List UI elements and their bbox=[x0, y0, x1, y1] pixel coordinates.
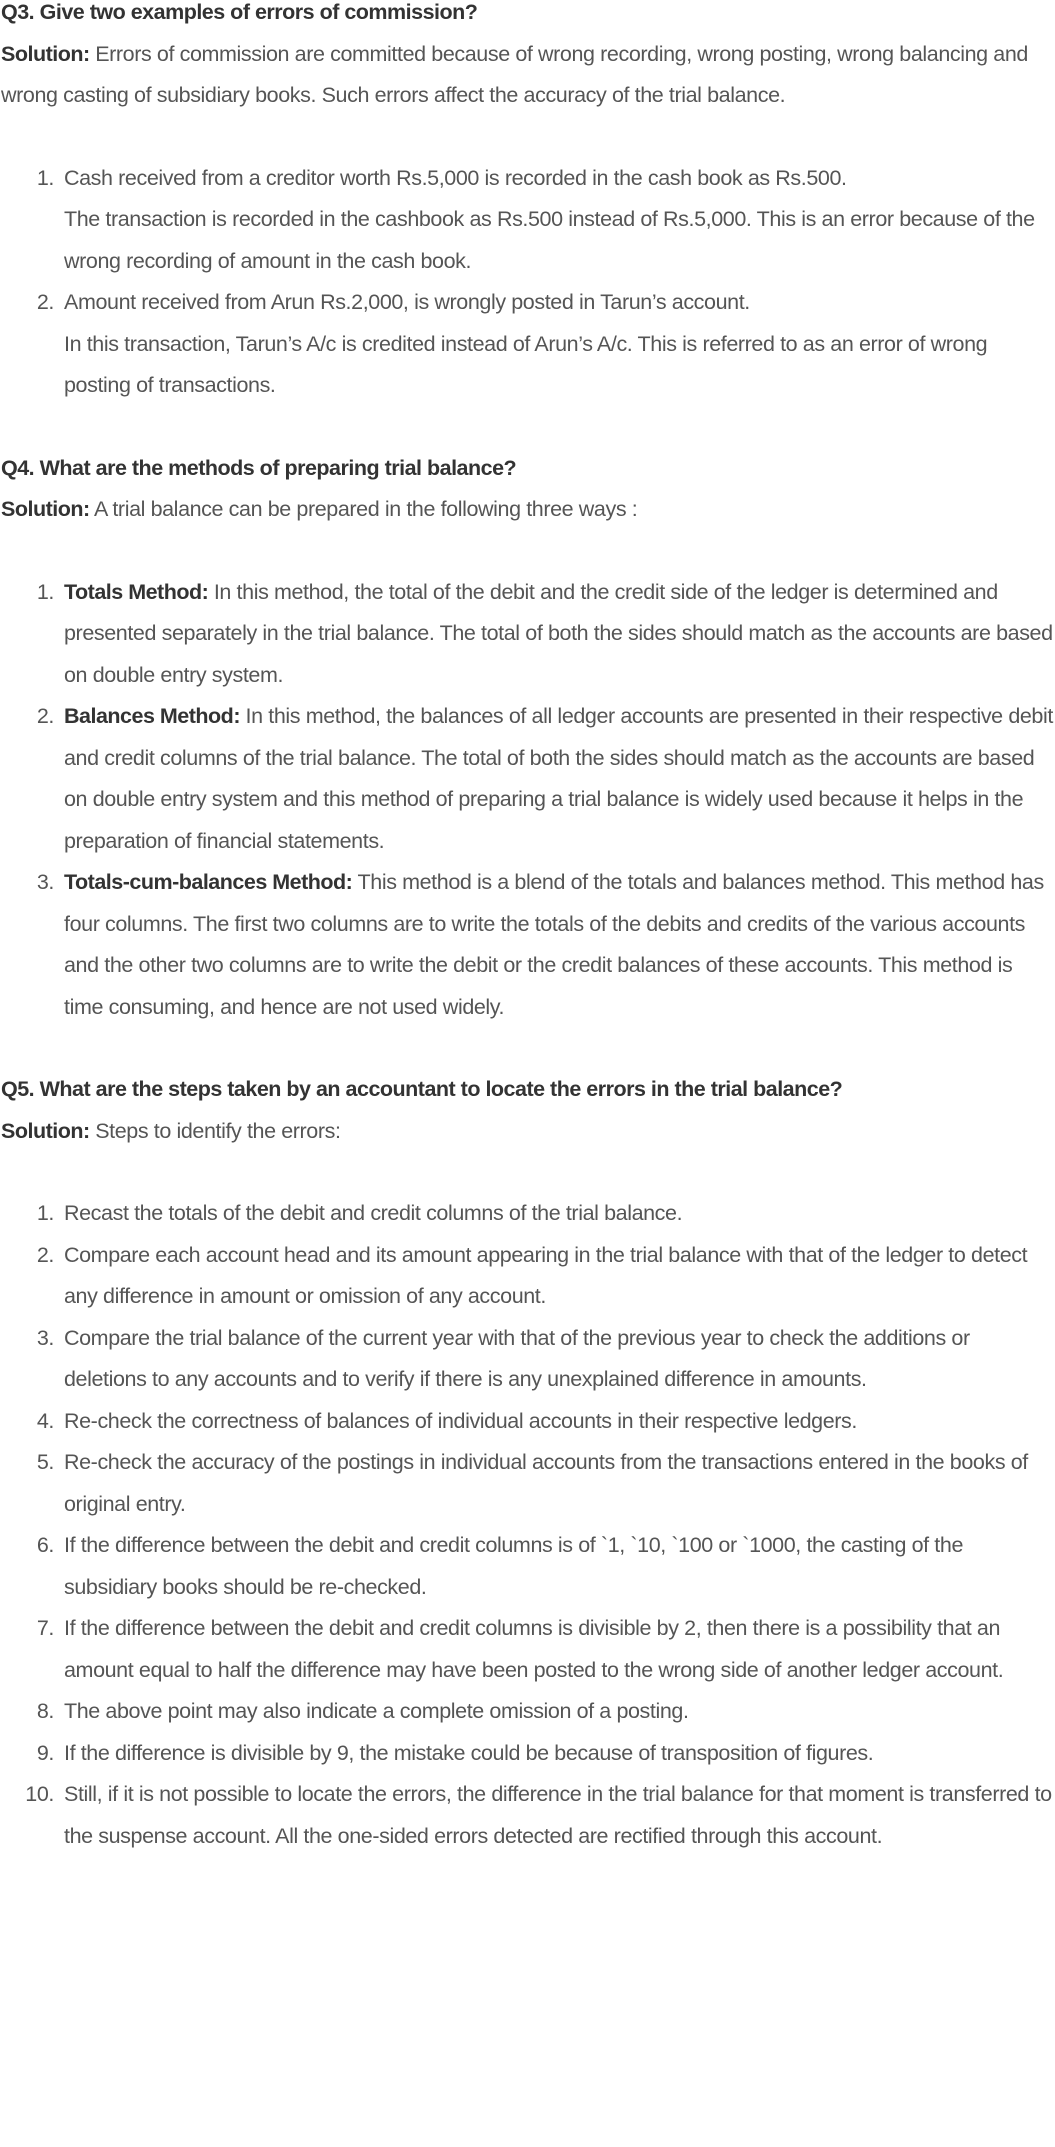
list-number: 10. bbox=[25, 1782, 54, 1806]
list-item bbox=[36, 1442, 1055, 1525]
question-4-solution bbox=[1, 489, 1055, 531]
list-item bbox=[36, 1733, 1055, 1775]
example-statement: Cash received from a creditor worth Rs.5,000 is recorded in the cash book as Rs.500. bbox=[64, 165, 847, 190]
method-description: In this method, the total of the debit and the credit side of the ledger is determined and presented separately in the trial balance. The total of both the sides should match as the accounts are based on double entry system. bbox=[64, 579, 1053, 687]
list-number: 1. bbox=[36, 165, 54, 190]
step-text: The above point may also indicate a complete omission of a posting. bbox=[64, 1699, 689, 1723]
list-number: 8. bbox=[36, 1699, 54, 1723]
solution-label: Solution: bbox=[1, 497, 90, 521]
solution-label: Solution: bbox=[1, 41, 90, 66]
question-4 bbox=[1, 448, 1055, 1029]
list-item bbox=[36, 862, 1055, 1028]
step-text: If the difference between the debit and credit columns is of `1, `10, `100 or `1000, the casting of the subsidiary books should be re-checked. bbox=[64, 1533, 963, 1599]
question-3-examples-list bbox=[1, 158, 1055, 407]
list-item bbox=[36, 1235, 1055, 1318]
question-4-title: Q4. What are the methods of preparing trial balance? bbox=[1, 455, 517, 480]
example-explanation: In this transaction, Tarun’s A/c is credited instead of Arun’s A/c. This is referred to as an error of wrong posting of transactions. bbox=[64, 331, 988, 397]
step-text: If the difference between the debit and credit columns is divisible by 2, then there is a possibility that an amount equal to half the difference may have been posted to the wrong side of another ledger account. bbox=[64, 1616, 1004, 1682]
example-statement: Amount received from Arun Rs.2,000, is wrongly posted in Tarun’s account. bbox=[64, 290, 750, 314]
step-text: Re-check the correctness of balances of individual accounts in their respective ledgers. bbox=[64, 1408, 857, 1433]
question-4-methods-list bbox=[1, 572, 1055, 1029]
list-item bbox=[36, 1401, 1055, 1443]
list-number: 3. bbox=[36, 1325, 54, 1350]
solution-text: Errors of commission are committed because of wrong recording, wrong posting, wrong balancing and wrong casting of subsidiary books. Such errors affect the accuracy of the trial balance. bbox=[1, 41, 1028, 107]
step-text: Compare each account head and its amount appearing in the trial balance with that of the ledger to detect any difference in amount or omission of any account. bbox=[64, 1242, 1028, 1308]
question-5 bbox=[1, 1069, 1055, 1857]
method-description: This method is a blend of the totals and balances method. This method has four columns. The first two columns are to write the totals of the debits and credits of the various accounts and the other two columns are to write the debit or the credit balances of these accounts. This method is time consuming, and hence are not used widely. bbox=[64, 870, 1044, 1019]
list-number: 5. bbox=[36, 1450, 54, 1474]
question-3-solution bbox=[1, 34, 1055, 117]
question-5-steps-list bbox=[1, 1193, 1055, 1857]
step-text: If the difference is divisible by 9, the mistake could be because of transposition of figures. bbox=[64, 1740, 874, 1765]
method-label: Balances Method: bbox=[64, 704, 240, 728]
solution-label: Solution: bbox=[1, 1118, 90, 1143]
solution-text: Steps to identify the errors: bbox=[89, 1118, 341, 1143]
list-item bbox=[25, 1774, 1055, 1857]
question-5-title: Q5. What are the steps taken by an accountant to locate the errors in the trial balance? bbox=[1, 1077, 843, 1101]
list-number: 6. bbox=[36, 1533, 54, 1557]
list-number: 4. bbox=[36, 1408, 54, 1433]
list-item bbox=[36, 1525, 1055, 1608]
list-item bbox=[36, 282, 1055, 407]
step-text: Still, if it is not possible to locate the errors, the difference in the trial balance for that moment is transferred to the suspense account. All the one-sided errors detected are rectified through this account. bbox=[64, 1782, 1052, 1848]
question-5-solution bbox=[1, 1111, 1055, 1153]
list-item bbox=[36, 158, 1055, 283]
step-text: Recast the totals of the debit and credit columns of the trial balance. bbox=[64, 1201, 683, 1225]
list-item bbox=[36, 1608, 1055, 1691]
list-number: 2. bbox=[36, 704, 54, 728]
list-number: 9. bbox=[36, 1740, 54, 1765]
list-item bbox=[36, 696, 1055, 862]
step-text: Re-check the accuracy of the postings in individual accounts from the transactions entered in the books of original entry. bbox=[64, 1450, 1028, 1516]
list-number: 7. bbox=[36, 1616, 54, 1640]
method-label: Totals Method: bbox=[64, 579, 209, 604]
question-3 bbox=[1, 0, 1055, 407]
method-label: Totals-cum-balances Method: bbox=[64, 870, 353, 894]
step-text: Compare the trial balance of the current year with that of the previous year to check the additions or deletions to any accounts and to verify if there is any unexplained difference in amounts. bbox=[64, 1325, 970, 1391]
list-item bbox=[36, 1691, 1055, 1733]
list-number: 3. bbox=[36, 870, 54, 894]
list-item bbox=[36, 572, 1055, 697]
list-number: 2. bbox=[36, 1242, 54, 1267]
solution-text: A trial balance can be prepared in the following three ways : bbox=[89, 497, 638, 521]
list-number: 2. bbox=[36, 290, 54, 314]
list-item bbox=[36, 1193, 1055, 1235]
list-number: 1. bbox=[36, 1201, 54, 1225]
list-item bbox=[36, 1318, 1055, 1401]
list-number: 1. bbox=[36, 579, 54, 604]
method-description: In this method, the balances of all ledger accounts are presented in their respective debit and credit columns of the trial balance. The total of both the sides should match as the accounts are based on double entry system and this method of preparing a trial balance is widely used because it helps in the preparation of financial statements. bbox=[64, 704, 1053, 853]
question-3-title: Q3. Give two examples of errors of commission? bbox=[1, 0, 478, 24]
example-explanation: The transaction is recorded in the cashbook as Rs.500 instead of Rs.5,000. This is an error because of the wrong recording of amount in the cash book. bbox=[64, 207, 1035, 273]
